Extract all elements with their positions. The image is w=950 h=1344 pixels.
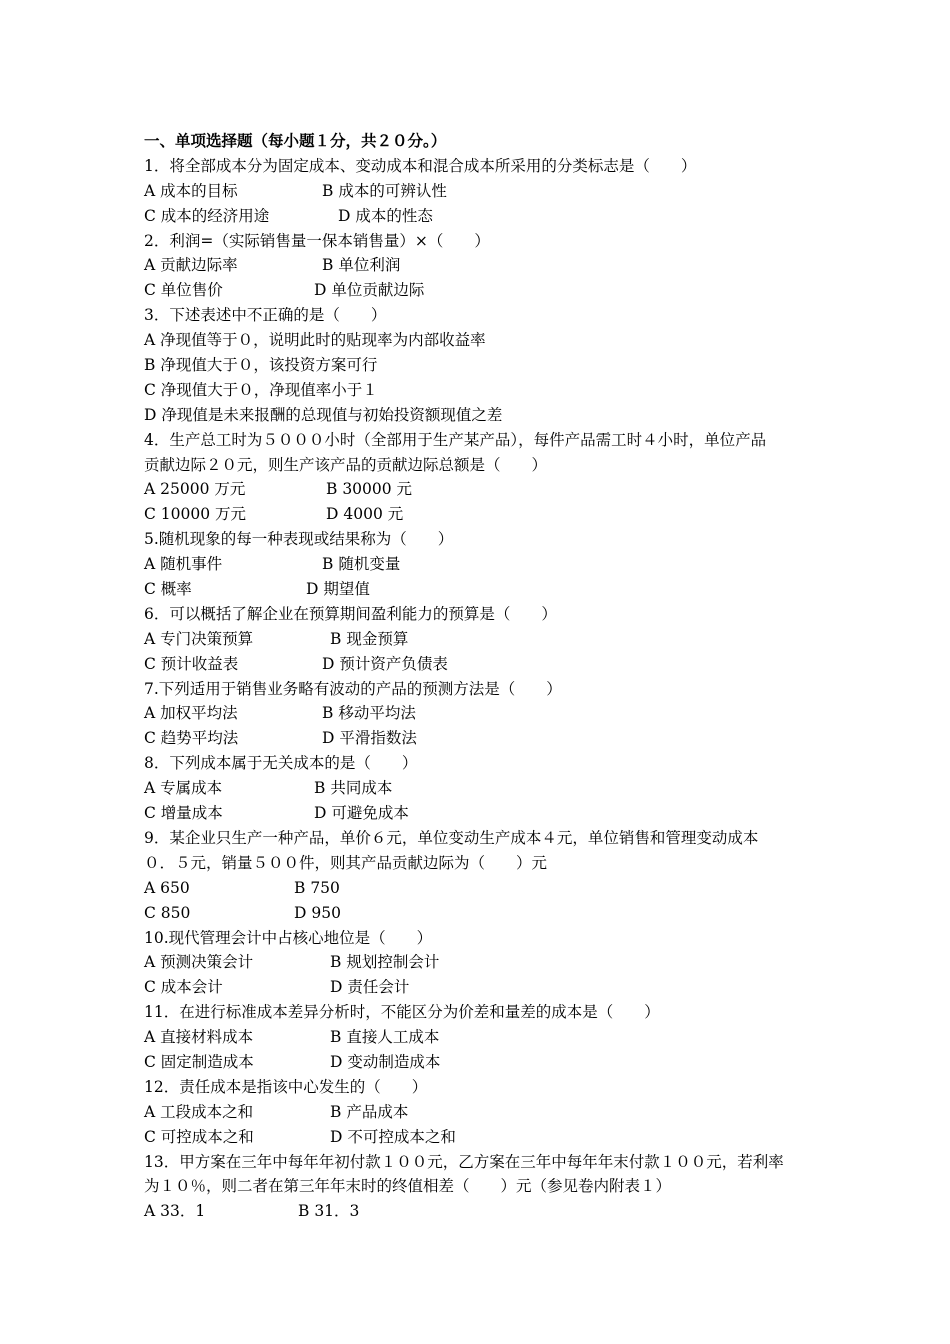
option-a: A 专属成本 (144, 779, 223, 798)
option-b: B 31．3 (298, 1202, 360, 1221)
question-stem: 7.下列适用于销售业务略有波动的产品的预测方法是（ ） (144, 679, 562, 698)
option-row (144, 776, 814, 801)
option-a: A 直接材料成本 (144, 1028, 254, 1047)
option-c: C 可控成本之和 (144, 1127, 254, 1146)
option-b: B 成本的可辨认性 (322, 181, 447, 200)
option-d: D 变动制造成本 (330, 1052, 441, 1071)
option-b: B 直接人工成本 (330, 1028, 440, 1047)
question-stem: 3．下述表述中不正确的是（ ） (144, 306, 387, 325)
question-stem: 9．某企业只生产一种产品，单价６元，单位变动生产成本４元，单位销售和管理变动成本 (144, 828, 759, 847)
option-row (144, 253, 814, 278)
option-a: A 33．1 (144, 1202, 206, 1221)
option-row (144, 477, 814, 502)
question-stem: 8．下列成本属于无关成本的是（ ） (144, 754, 418, 773)
option-a: A 650 (144, 878, 190, 897)
option-row (144, 1025, 814, 1050)
option-d: D 可避免成本 (314, 804, 409, 823)
option-a: A 工段成本之和 (144, 1102, 254, 1121)
option-c: C 单位售价 (144, 281, 223, 300)
question-stem: 10.现代管理会计中占核心地位是（ ） (144, 928, 433, 947)
option-c: C 850 (144, 903, 191, 922)
option-d: D 期望值 (306, 580, 370, 599)
option-d: D 单位贡献边际 (314, 281, 425, 300)
question-stem: 2．利润=（实际销售量一保本销售量）×（ ） (144, 231, 490, 250)
option-row (144, 950, 814, 975)
option-a: A 净现值等于０，说明此时的贴现率为内部收益率 (144, 331, 486, 350)
option-row (144, 1050, 814, 1075)
question-stem: 5.随机现象的每一种表现或结果称为（ ） (144, 530, 454, 549)
question-stem: 6．可以概括了解企业在预算期间盈利能力的预算是（ ） (144, 604, 557, 623)
option-c: C 成本会计 (144, 978, 223, 997)
option-a: A 贡献边际率 (144, 256, 238, 275)
option-c: C 预计收益表 (144, 654, 239, 673)
option-b: B 30000 元 (326, 480, 413, 499)
option-row (144, 876, 814, 901)
option-b: B 随机变量 (322, 555, 401, 574)
option-row (144, 1100, 814, 1125)
option-a: A 专门决策预算 (144, 629, 254, 648)
option-c: C 10000 万元 (144, 505, 247, 524)
option-d: D 950 (294, 903, 341, 922)
option-b: B 现金预算 (330, 629, 409, 648)
option-b: B 单位利润 (322, 256, 401, 275)
option-row (144, 726, 814, 751)
option-row (144, 975, 814, 1000)
option-b: B 净现值大于０，该投资方案可行 (144, 356, 378, 375)
question-stem-continued: ０．５元，销量５００件，则其产品贡献边际为（ ）元 (144, 853, 548, 872)
option-row (144, 1199, 814, 1224)
option-d: D 4000 元 (326, 505, 404, 524)
option-b: B 750 (294, 878, 340, 897)
option-a: A 25000 万元 (144, 480, 246, 499)
option-row (144, 627, 814, 652)
option-a: A 加权平均法 (144, 704, 238, 723)
option-row (144, 901, 814, 926)
option-d: D 平滑指数法 (322, 729, 417, 748)
option-c: C 成本的经济用途 (144, 206, 270, 225)
option-row (144, 801, 814, 826)
question-stem: 13．甲方案在三年中每年年初付款１００元，乙方案在三年中每年年末付款１００元，若利率 (144, 1152, 784, 1171)
option-c: C 概率 (144, 580, 192, 599)
option-row (144, 179, 814, 204)
option-c: C 净现值大于０，净现值率小于１ (144, 380, 378, 399)
option-b: B 规划控制会计 (330, 953, 440, 972)
option-row (144, 278, 814, 303)
option-d: D 净现值是未来报酬的总现值与初始投资额现值之差 (144, 405, 503, 424)
option-b: B 共同成本 (314, 779, 393, 798)
option-b: B 产品成本 (330, 1102, 409, 1121)
option-d: D 不可控成本之和 (330, 1127, 456, 1146)
option-c: C 固定制造成本 (144, 1052, 254, 1071)
question-stem-continued: 贡献边际２０元，则生产该产品的贡献边际总额是（ ） (144, 455, 548, 474)
question-stem: 11．在进行标准成本差异分析时，不能区分为价差和量差的成本是（ ） (144, 1003, 660, 1022)
option-d: D 预计资产负债表 (322, 654, 448, 673)
option-a: A 预测决策会计 (144, 953, 254, 972)
option-row (144, 204, 814, 229)
option-row (144, 502, 814, 527)
question-stem: 4．生产总工时为５０００小时（全部用于生产某产品），每件产品需工时４小时，单位产品 (144, 430, 767, 449)
option-c: C 趋势平均法 (144, 729, 239, 748)
option-b: B 移动平均法 (322, 704, 416, 723)
option-a: A 随机事件 (144, 555, 223, 574)
option-row (144, 1125, 814, 1150)
option-row (144, 652, 814, 677)
question-list (144, 129, 814, 1224)
option-c: C 增量成本 (144, 804, 223, 823)
question-stem: 12．责任成本是指该中心发生的（ ） (144, 1077, 428, 1096)
option-row (144, 577, 814, 602)
option-d: D 责任会计 (330, 978, 410, 997)
option-d: D 成本的性态 (338, 206, 433, 225)
section-title: 一、单项选择题（每小题１分，共２０分。） (144, 131, 447, 150)
question-stem-continued: 为１０％，则二者在第三年年末时的终值相差（ ）元（参见卷内附表１） (144, 1177, 672, 1196)
option-a: A 成本的目标 (144, 181, 238, 200)
option-row (144, 552, 814, 577)
option-row (144, 701, 814, 726)
question-stem: 1．将全部成本分为固定成本、变动成本和混合成本所采用的分类标志是（ ） (144, 156, 697, 175)
